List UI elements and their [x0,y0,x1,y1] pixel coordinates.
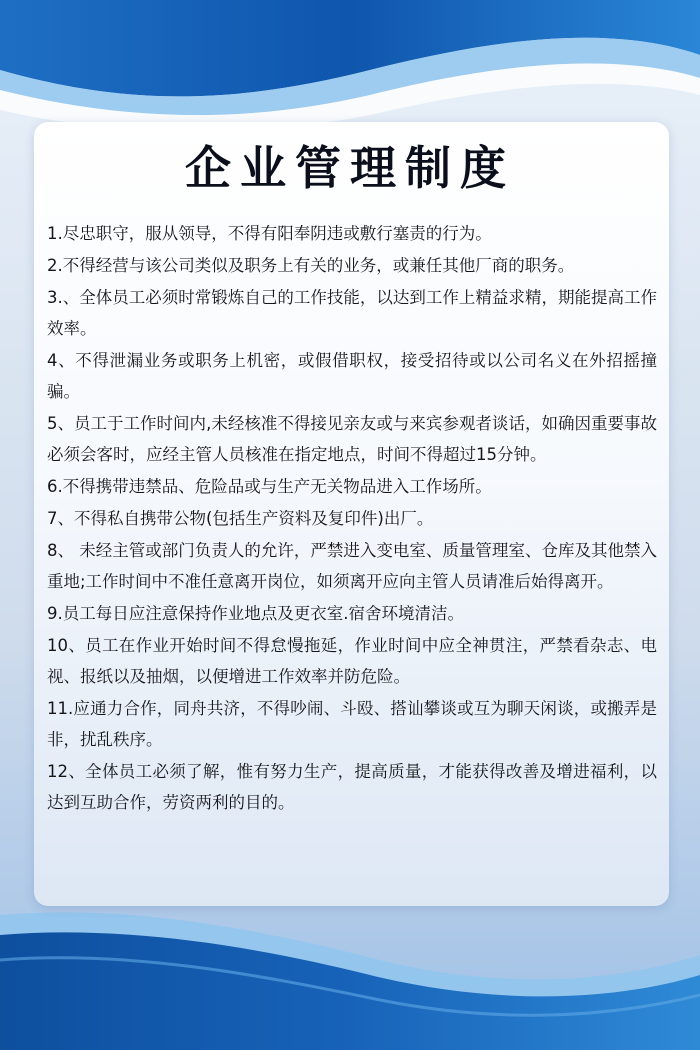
rule-item: 9.员工每日应注意保持作业地点及更衣室.宿舍环境清洁。 [47,604,464,623]
rule-item: 5、员工于工作时间内,未经核准不得接见亲友或与来宾参观者谈话，如确因重要事故必须会客时，应经主管人员核准在指定地点，时间不得超过15分钟。 [47,414,657,464]
page-title: 企业管理制度 [185,141,515,195]
rules-list [47,218,657,819]
rule-item: 2.不得经营与该公司类似及职务上有关的业务，或兼任其他厂商的职务。 [47,256,575,275]
rule-item: 11.应通力合作，同舟共济，不得吵闹、斗殴、搭讪攀谈或互为聊天闲谈，或搬弄是非，扰乱秩序。 [47,699,657,749]
rule-item: 8、 未经主管或部门负责人的允许，严禁进入变电室、质量管理室、仓库及其他禁入重地;工作时间中不准任意离开岗位，如须离开应向主管人员请准后始得离开。 [47,541,657,591]
rule-item: 7、不得私自携带公物(包括生产资料及复印件)出厂。 [47,509,434,528]
rule-item: 4、不得泄漏业务或职务上机密，或假借职权，接受招待或以公司名义在外招摇撞骗。 [47,351,657,401]
rule-item: 12、全体员工必须了解，惟有努力生产，提高质量，才能获得改善及增进福利，以达到互助合作，劳资两利的目的。 [47,762,657,812]
rule-item: 1.尽忠职守，服从领导，不得有阳奉阴违或敷行塞责的行为。 [47,224,492,243]
rule-item: 3.、全体员工必须时常锻炼自己的工作技能，以达到工作上精益求精，期能提高工作效率。 [47,288,657,338]
rule-item: 10、员工在作业开始时间不得怠慢拖延，作业时间中应全神贯注，严禁看杂志、电视、报纸以及抽烟，以便增进工作效率并防危险。 [47,636,657,686]
rule-item: 6.不得携带违禁品、危险品或与生产无关物品进入工作场所。 [47,477,492,496]
